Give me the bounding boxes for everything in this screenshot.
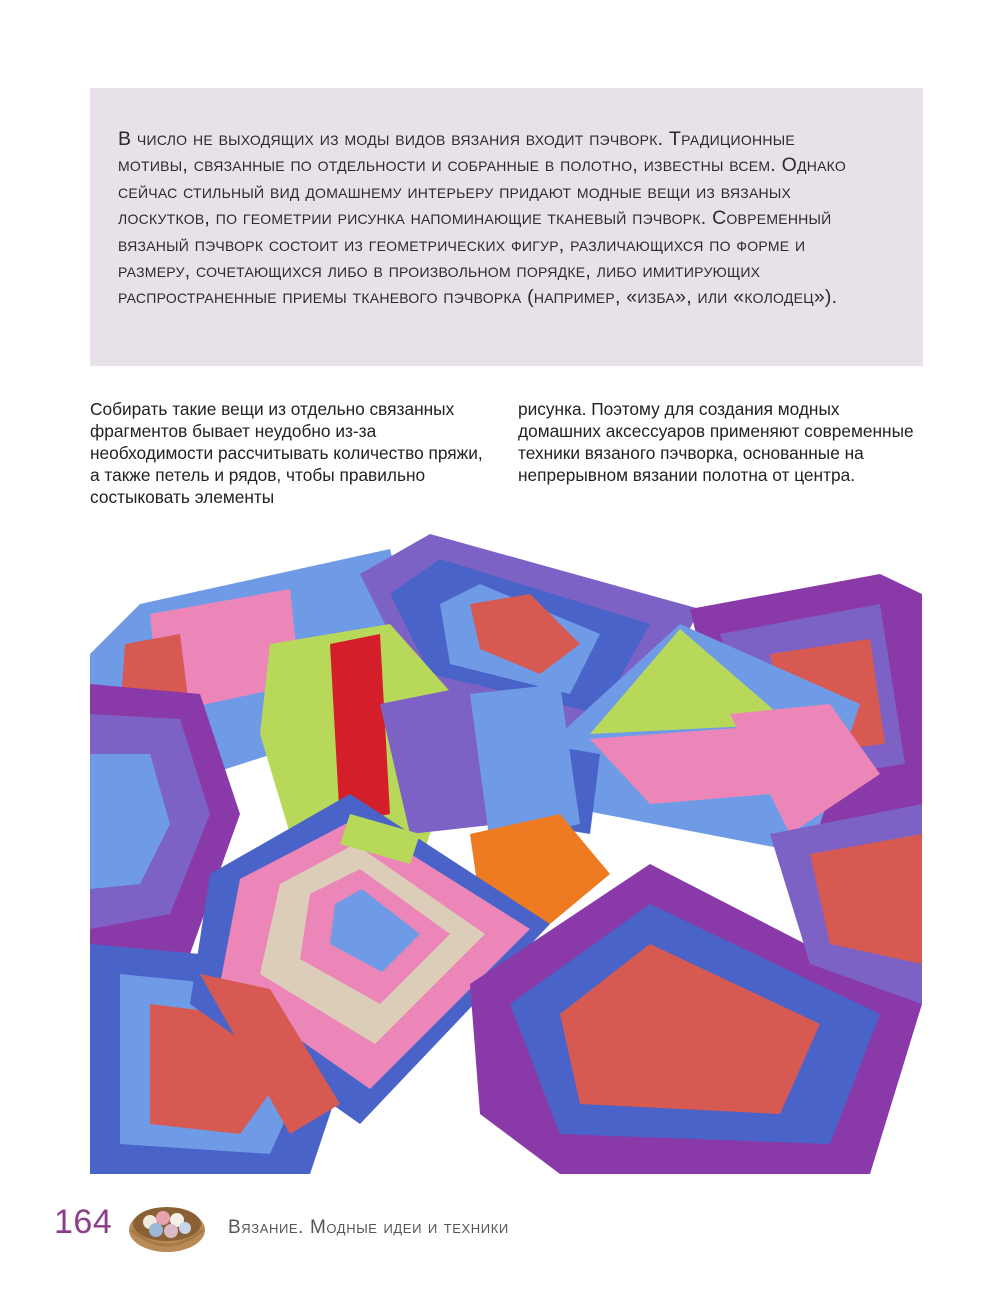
knitted-patchwork-photo xyxy=(90,534,922,1174)
yarn-basket-icon xyxy=(126,1194,208,1256)
knitted-patchwork-squares-photo xyxy=(90,534,922,1174)
page-number: 164 xyxy=(54,1203,113,1241)
intro-text: В число не выходящих из моды видов вязания входит пэчворк. Традиционные мотивы, связанные по отдельности и собранные в полотно, известны всем. Однако сейчас стильный вид домашнему интерьеру придают модные вещи из вязаных лоскутков, по геометрии рисунка напоминающие тканевый пэчворк. Современный вязаный пэчворк состоит из геометрических фигур, различающихся по форме и размеру, сочетающихся либо в произвольном порядке, либо имитирующих распространенные приемы тканевого пэчворка (например, «изба», или «колодец»). xyxy=(118,128,847,309)
running-title: Вязание. Модные идеи и техники xyxy=(228,1217,509,1238)
body-column-left: Собирать такие вещи из отдельно связанных фрагментов бывает неудобно из-за необходимости рассчитывать количество пряжи, а также петель и рядов, чтобы правильно состыковать элементы xyxy=(90,399,483,507)
intro-box xyxy=(90,88,923,366)
body-column-right: рисунка. Поэтому для создания модных домашних аксессуаров применяют современные техники вязаного пэчворка, основанные на непрерывном вязании полотна от центра. xyxy=(518,399,914,485)
